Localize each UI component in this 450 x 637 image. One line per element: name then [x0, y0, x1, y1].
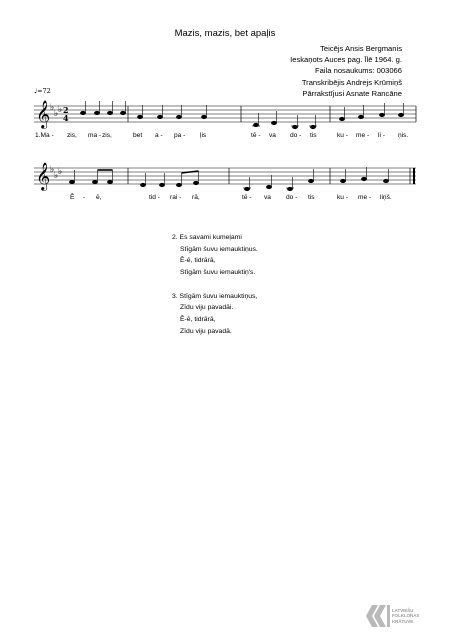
lyric-syllable: me - [358, 194, 372, 201]
lyric-syllable: li - [378, 132, 385, 139]
key-signature [50, 165, 62, 181]
lyric-syllable: tis [308, 194, 315, 201]
archive-logo-icon [366, 605, 390, 627]
verse-3-line-3: Ē-ē, tidrārā, [180, 315, 216, 323]
verse-3-line-1: 3. Stīgām šuvu iemauktiņus, [172, 292, 258, 300]
archive-logo-text [392, 608, 419, 624]
lyric-syllable: ņis. [398, 132, 409, 139]
lyric-syllable: do - [286, 194, 298, 201]
lyric-syllable: - [83, 194, 86, 201]
lyric-syllable: a - [155, 132, 163, 139]
lyric-syllable: do - [290, 132, 302, 139]
lyric-syllable: tē - [251, 132, 261, 139]
lyric-syllable: me - [356, 132, 370, 139]
lyric-syllable: ma - [88, 132, 102, 139]
lyric-syllable: ļis [200, 132, 207, 139]
verse-2-line-3: Ē-ē, tidrārā, [180, 257, 216, 265]
lyric-syllable: liņš. [380, 194, 392, 201]
key-signature [50, 103, 62, 119]
verse-2-line-4: Stīgām šuvu iemauktiņ's. [180, 269, 256, 277]
verse-3-line-2: Zīdu viju pavadāi. [180, 304, 234, 312]
lyric-syllable: ku - [337, 194, 348, 201]
verse-3-line-4: Zīdu viju pavadā. [180, 327, 232, 335]
lyric-syllable: ku - [337, 132, 348, 139]
logo-line: KRĀTUVE [392, 618, 414, 624]
transcriber-line: Transkribējis Andrejs Krūmiņš [301, 77, 402, 87]
svg-text:♭: ♭ [58, 105, 63, 115]
lyric-syllable: tē - [242, 194, 252, 201]
lyric-syllable: rai - [170, 194, 182, 201]
additional-verses [172, 232, 258, 337]
svg-text:♭: ♭ [58, 167, 63, 177]
lyric-syllable: pa - [174, 132, 186, 139]
time-signature [63, 105, 69, 123]
lyric-syllable: ē, [96, 194, 102, 201]
svg-text:♭: ♭ [50, 165, 55, 175]
treble-clef-icon: 𝄞 [36, 100, 51, 128]
logo-line: LATVIEŠU [392, 608, 414, 613]
verse-2-line-2: Stīgām šuvu iemauktiņus. [180, 245, 258, 253]
song-title: Mazis, mazis, bet apaļis [174, 28, 276, 39]
lyric-syllable: va [264, 194, 271, 201]
svg-text:2: 2 [63, 105, 69, 115]
svg-text:♭: ♭ [50, 103, 55, 113]
performer-line: Teicējs Ansis Bergmanis [320, 44, 402, 53]
lyric-syllable: tid - [149, 194, 160, 201]
tempo-marking: ♩=72 [34, 87, 51, 95]
logo-line: FOLKLORAS [392, 613, 420, 619]
lyric-syllable: va [269, 132, 276, 139]
rewriter-line: Pārrakstījusi Asnate Rancāne [302, 88, 402, 98]
staff-line-1 [34, 106, 416, 122]
verse-2-line-1: 2. Es savami kumeļami [172, 234, 242, 241]
lyric-syllable: zis, [67, 132, 77, 139]
lyric-syllable: Ē [70, 194, 75, 201]
filename-line: Faila nosaukums: 003066 [315, 66, 402, 76]
lyric-syllable: bet [133, 132, 143, 139]
svg-text:♭: ♭ [54, 109, 59, 119]
lyric-syllable: 1.Ma - [35, 132, 54, 139]
staff-line-2 [34, 168, 416, 184]
treble-clef-icon: 𝄞 [36, 162, 51, 190]
lyric-syllable: tis [310, 132, 317, 139]
svg-text:♭: ♭ [54, 171, 59, 181]
notes-line-1 [80, 101, 403, 129]
svg-text:4: 4 [63, 113, 69, 123]
lyric-syllable: zis, [102, 132, 112, 139]
recording-line: Ieskaņots Auces pag. Īlē 1964. g. [290, 55, 402, 65]
lyric-syllable: rā, [192, 194, 200, 201]
